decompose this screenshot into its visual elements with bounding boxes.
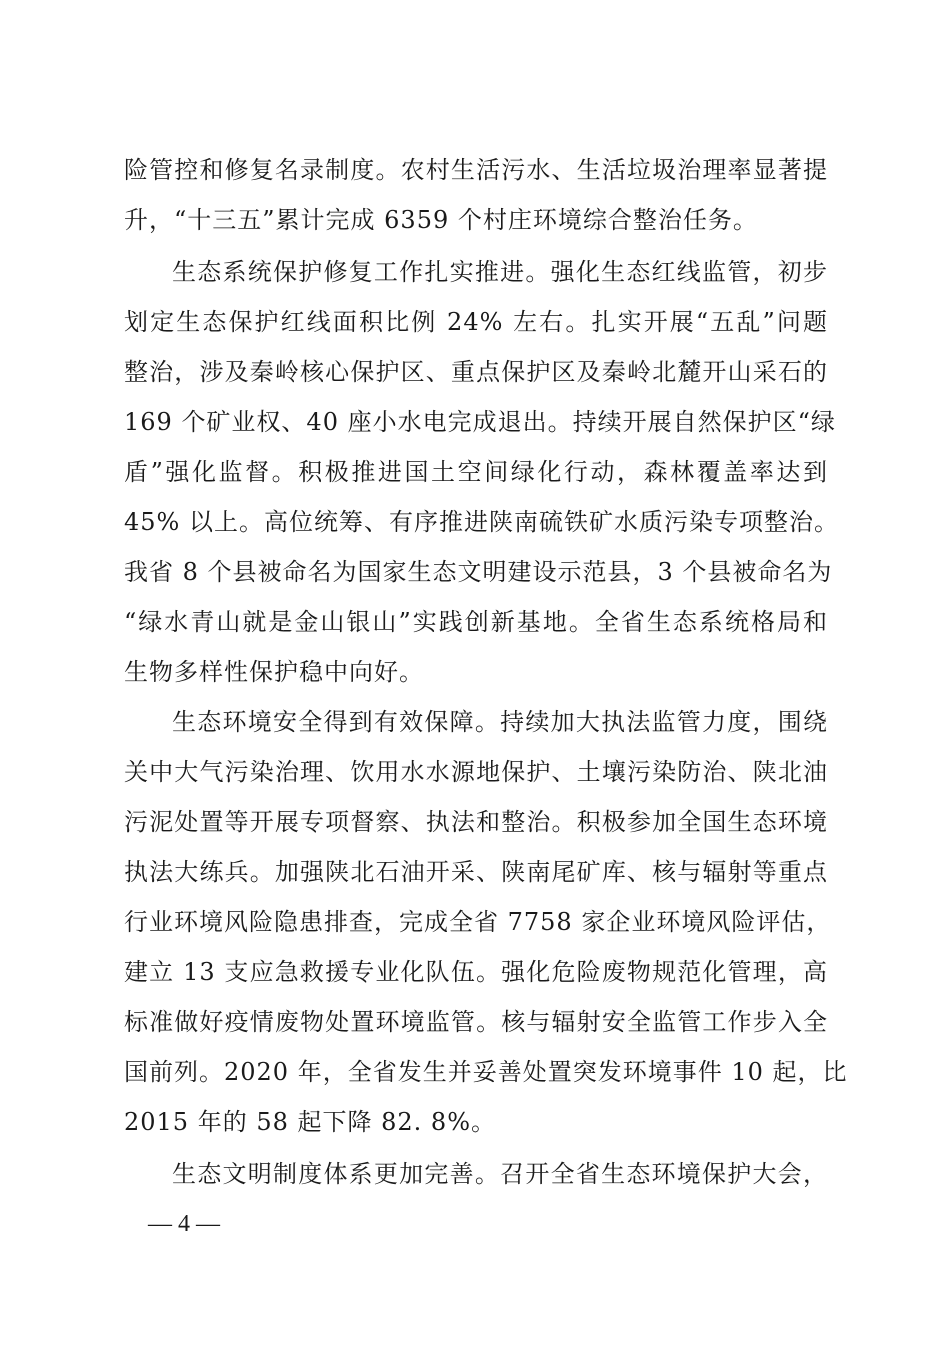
page-number: — 4 — — [148, 1211, 220, 1237]
paragraph-3-line-6: 建立 13 支应急救援专业化队伍。强化危险废物规范化管理，高 — [124, 958, 828, 986]
paragraph-2-line-2: 划定生态保护红线面积比例 24% 左右。扎实开展“五乱”问题 — [124, 308, 828, 336]
paragraph-2-line-7: 我省 8 个县被命名为国家生态文明建设示范县，3 个县被命名为 — [124, 558, 833, 586]
paragraph-1-line-1: 险管控和修复名录制度。农村生活污水、生活垃圾治理率显著提 — [124, 156, 828, 184]
paragraph-3-line-2: 关中大气污染治理、饮用水水源地保护、土壤污染防治、陕北油 — [124, 758, 828, 786]
paragraph-2-line-8: “绿水青山就是金山银山”实践创新基地。全省生态系统格局和 — [124, 608, 828, 636]
paragraph-4-line-1: 生态文明制度体系更加完善。召开全省生态环境保护大会， — [172, 1160, 828, 1188]
paragraph-3-line-7: 标准做好疫情废物处置环境监管。核与辐射安全监管工作步入全 — [124, 1008, 828, 1036]
paragraph-3-line-9: 2015 年的 58 起下降 82. 8%。 — [124, 1108, 497, 1136]
paragraph-2-line-4: 169 个矿业权、40 座小水电完成退出。持续开展自然保护区“绿 — [124, 408, 836, 436]
paragraph-3-line-1: 生态环境安全得到有效保障。持续加大执法监管力度，围绕 — [172, 708, 828, 736]
paragraph-2-line-3: 整治，涉及秦岭核心保护区、重点保护区及秦岭北麓开山采石的 — [124, 358, 828, 386]
paragraph-2-line-1: 生态系统保护修复工作扎实推进。强化生态红线监管，初步 — [172, 258, 828, 286]
paragraph-3-line-8: 国前列。2020 年，全省发生并妥善处置突发环境事件 10 起，比 — [124, 1058, 848, 1086]
paragraph-2-line-6: 45% 以上。高位统筹、有序推进陕南硫铁矿水质污染专项整治。 — [124, 508, 839, 536]
paragraph-3-line-4: 执法大练兵。加强陕北石油开采、陕南尾矿库、核与辐射等重点 — [124, 858, 828, 886]
paragraph-3-line-5: 行业环境风险隐患排查，完成全省 7758 家企业环境风险评估， — [124, 908, 832, 936]
paragraph-3-line-3: 污泥处置等开展专项督察、执法和整治。积极参加全国生态环境 — [124, 808, 828, 836]
paragraph-1-line-2: 升，“十三五”累计完成 6359 个村庄环境综合整治任务。 — [124, 206, 758, 234]
paragraph-2-line-9: 生物多样性保护稳中向好。 — [124, 658, 424, 686]
paragraph-2-line-5: 盾”强化监督。积极推进国土空间绿化行动，森林覆盖率达到 — [124, 458, 828, 486]
